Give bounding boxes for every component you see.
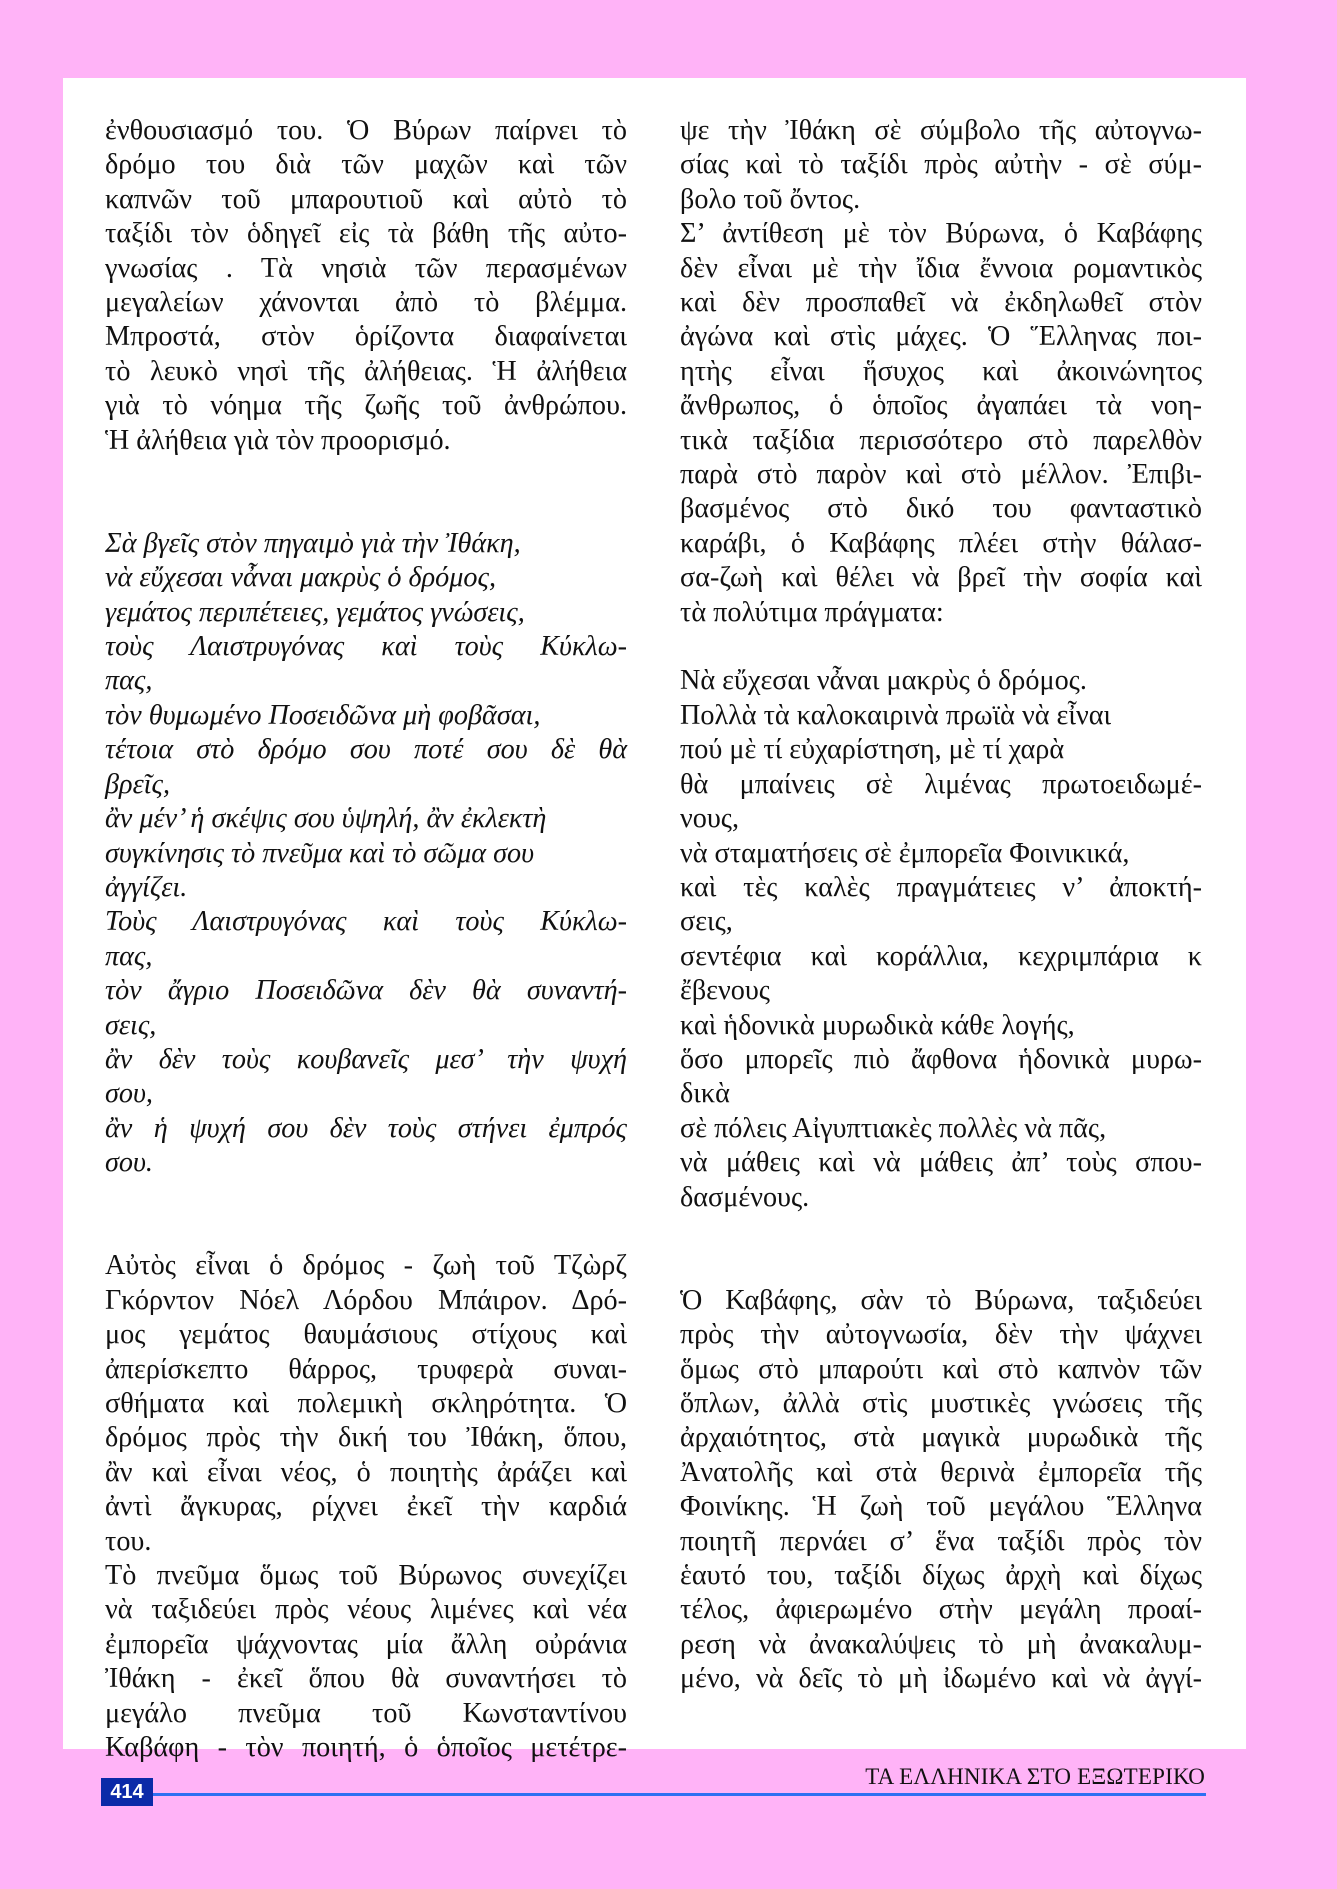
text-line: μος γεμάτος θαυμάσιους στίχους καὶ: [105, 1319, 627, 1351]
footer-rule: [153, 1793, 1206, 1796]
text-line: τέλος, ἀφιερωμένο στὴν μεγάλη προαί-: [680, 1594, 1202, 1626]
text-line: ὅσο μπορεῖς πιὸ ἄφθονα ἡδονικὰ μυρω-: [680, 1043, 1202, 1075]
text-line: ποιητῆ περνάει σ’ ἕνα ταξίδι πρὸς τὸν: [680, 1525, 1202, 1557]
text-line: δρόμο του διὰ τῶν μαχῶν καὶ τῶν: [105, 149, 627, 181]
text-line: Γκόρντον Νόελ Λόρδου Μπάιρον. Δρό-: [105, 1284, 627, 1316]
text-line: σεντέφια καὶ κοράλλια, κεχριμπάρια κ: [680, 940, 1202, 972]
left-column: [105, 114, 627, 1765]
text-line: Ἰθάκη - ἐκεῖ ὅπου θὰ συναντήσει τὸ: [105, 1663, 627, 1695]
text-line: γιὰ τὸ νόημα τῆς ζωῆς τοῦ ἀνθρώπου.: [105, 390, 627, 422]
left-para-2: [105, 1249, 627, 1559]
text-line: καὶ τὲς καλὲς πραγμάτειες ν’ ἀποκτή-: [680, 871, 1202, 903]
text-line: ἂν ἡ ψυχή σου δὲν τοὺς στήνει ἐμπρός: [105, 1112, 627, 1144]
text-line: Αὐτὸς εἶναι ὁ δρόμος - ζωὴ τοῦ Τζὼρζ: [105, 1250, 627, 1282]
text-line: Τοὺς Λαιστρυγόνας καὶ τοὺς Κύκλω-: [105, 906, 627, 938]
text-line: Πολλὰ τὰ καλοκαιρινὰ πρωϊὰ νὰ εἶναι: [680, 699, 1112, 731]
text-line: Μπροστά, στὸν ὁρίζοντα διαφαίνεται: [105, 321, 627, 353]
left-poem: [105, 527, 627, 1181]
text-line: ρεση νὰ ἀνακαλύψεις τὸ μὴ ἀνακαλυμ-: [680, 1628, 1202, 1660]
text-line: νὰ σταματήσεις σὲ ἐμπορεῖα Φοινικικά,: [680, 837, 1130, 869]
text-line: σεις,: [680, 906, 733, 938]
text-line: τοὺς Λαιστρυγόνας καὶ τοὺς Κύκλω-: [105, 631, 627, 663]
text-line: σὲ πόλεις Αἰγυπτιακὲς πολλὲς νὰ πᾶς,: [680, 1112, 1107, 1144]
text-line: δασμένους.: [680, 1181, 810, 1213]
text-line: ψε τὴν Ἰθάκη σὲ σύμβολο τῆς αὐτογνω-: [680, 115, 1202, 146]
text-line: καὶ ἡδονικὰ μυρωδικὰ κάθε λογής,: [680, 1009, 1075, 1041]
text-line: συγκίνησις τὸ πνεῦμα καὶ τὸ σῶμα σου: [105, 837, 535, 869]
text-line: ἀγγίζει.: [105, 871, 188, 903]
left-para-3: [105, 1559, 627, 1765]
text-line: πρὸς τὴν αὐτογνωσία, δὲν τὴν ψάχνει: [680, 1319, 1202, 1351]
right-para-3: [680, 1284, 1202, 1697]
text-line: ἄνθρωπος, ὁ ὁποῖος ἀγαπάει τὰ νοη-: [680, 390, 1202, 422]
journal-title: ΤΑ ΕΛΛΗΝΙΚΑ ΣΤΟ ΕΞΩΤΕΡΙΚΟ: [865, 1764, 1205, 1789]
page-number: 414: [101, 1778, 153, 1806]
text-line: θὰ μπαίνεις σὲ λιμένας πρωτοειδωμέ-: [680, 768, 1202, 800]
left-para-1: [105, 114, 627, 458]
text-line: Ὁ Καβάφης, σὰν τὸ Βύρωνα, ταξιδεύει: [680, 1284, 1202, 1316]
text-line: τὸ λευκὸ νησὶ τῆς ἀλήθειας. Ἡ ἀλήθεια: [105, 355, 627, 387]
text-line: τέτοια στὸ δρόμο σου ποτέ σου δὲ θὰ: [105, 734, 627, 766]
text-line: πού μὲ τί εὐχαρίστηση, μὲ τί χαρὰ: [680, 734, 1065, 766]
text-line: ἂν μέν’ ἡ σκέψις σου ὑψηλή, ἂν ἐκλεκτὴ: [105, 803, 547, 835]
spacer: [680, 630, 1202, 664]
text-line: γνωσίας . Τὰ νησιὰ τῶν περασμένων: [105, 252, 627, 284]
right-para-1: [680, 114, 1202, 217]
text-line: νὰ μάθεις καὶ νὰ μάθεις ἀπ’ τοὺς σπου-: [680, 1147, 1202, 1179]
text-line: Σὰ βγεῖς στὸν πηγαιμὸ γιὰ τὴν Ἰθάκη,: [105, 527, 521, 559]
text-line: τὰ πολύτιμα πράγματα:: [680, 596, 944, 628]
text-line: Σ’ ἀντίθεση μὲ τὸν Βύρωνα, ὁ Καβάφης: [680, 218, 1202, 250]
text-line: μένο, νὰ δεῖς τὸ μὴ ἰδωμένο καὶ νὰ ἀγγί-: [680, 1663, 1202, 1695]
text-line: μεγάλο πνεῦμα τοῦ Κωνσταντίνου: [105, 1697, 627, 1729]
right-poem: [680, 664, 1202, 1215]
text-line: βολο τοῦ ὄντος.: [680, 183, 861, 215]
text-line: γεμάτος περιπέτειες, γεμάτος γνώσεις,: [105, 596, 525, 628]
text-line: σθήματα καὶ πολεμικὴ σκληρότητα. Ὁ: [105, 1388, 627, 1419]
text-line: σου,: [105, 1078, 153, 1110]
text-line: ταξίδι τὸν ὁδηγεῖ εἰς τὰ βάθη τῆς αὐτο-: [105, 218, 627, 250]
text-line: καὶ δὲν προσπαθεῖ νὰ ἐκδηλωθεῖ στὸν: [680, 287, 1202, 319]
text-line: ἂν καὶ εἶναι νέος, ὁ ποιητὴς ἀράζει καὶ: [105, 1456, 627, 1488]
text-line: δικὰ: [680, 1078, 730, 1110]
spacer: [105, 1181, 627, 1250]
text-line: τικὰ ταξίδια περισσότερο στὸ παρελθὸν: [680, 424, 1202, 456]
text-line: πας,: [105, 940, 153, 972]
text-line: βρεῖς,: [105, 768, 170, 800]
text-line: νὰ εὔχεσαι νἆναι μακρὺς ὁ δρόμος,: [105, 562, 496, 594]
text-line: παρὰ στὸ παρὸν καὶ στὸ μέλλον. Ἐπιβι-: [680, 459, 1202, 491]
page-sheet: [63, 78, 1246, 1764]
right-para-2: [680, 217, 1202, 630]
text-line: σεις,: [105, 1009, 157, 1041]
text-line: Τὸ πνεῦμα ὅμως τοῦ Βύρωνος συνεχίζει: [105, 1560, 627, 1592]
text-line: Νὰ εὔχεσαι νἆναι μακρὺς ὁ δρόμος.: [680, 665, 1087, 697]
text-line: ἀρχαιότητος, στὰ μαγικὰ μυρωδικὰ τῆς: [680, 1422, 1202, 1454]
text-line: του.: [105, 1525, 152, 1557]
text-line: σου.: [105, 1147, 153, 1179]
text-line: σίας καὶ τὸ ταξίδι πρὸς αὐτὴν - σὲ σύμ-: [680, 149, 1202, 181]
text-line: τὸν θυμωμένο Ποσειδῶνα μὴ φοβᾶσαι,: [105, 699, 541, 731]
text-line: πας,: [105, 665, 153, 697]
right-column: [680, 114, 1202, 1697]
text-line: ἐμπορεῖα ψάχνοντας μία ἄλλη οὐράνια: [105, 1628, 627, 1660]
text-line: μεγαλείων χάνονται ἀπὸ τὸ βλέμμα.: [105, 287, 627, 319]
text-line: ὅμως στὸ μπαρούτι καὶ στὸ καπνὸν τῶν: [680, 1353, 1202, 1385]
text-line: Καβάφη - τὸν ποιητή, ὁ ὁποῖος μετέτρε-: [105, 1732, 627, 1764]
text-line: Φοινίκης. Ἡ ζωὴ τοῦ μεγάλου Ἕλληνα: [680, 1491, 1202, 1523]
text-line: ἀπερίσκεπτο θάρρος, τρυφερὰ συναι-: [105, 1353, 627, 1385]
text-line: σα-ζωὴ καὶ θέλει νὰ βρεῖ τὴν σοφία καὶ: [680, 562, 1202, 594]
text-line: Ἀνατολῆς καὶ στὰ θερινὰ ἐμπορεῖα τῆς: [680, 1456, 1202, 1488]
text-line: καπνῶν τοῦ μπαρουτιοῦ καὶ αὐτὸ τὸ: [105, 183, 627, 215]
text-line: νους,: [680, 803, 740, 835]
text-line: ὅπλων, ἀλλὰ στὶς μυστικὲς γνώσεις τῆς: [680, 1388, 1202, 1419]
spacer: [105, 458, 627, 527]
text-line: νὰ ταξιδεύει πρὸς νέους λιμένες καὶ νέα: [105, 1594, 627, 1626]
text-line: καράβι, ὁ Καβάφης πλέει στὴν θάλασ-: [680, 527, 1202, 559]
text-line: ητὴς εἶναι ἥσυχος καὶ ἀκοινώνητος: [680, 355, 1202, 387]
text-line: ἀγώνα καὶ στὶς μάχες. Ὁ Ἕλληνας ποι-: [680, 321, 1202, 353]
spacer: [680, 1215, 1202, 1284]
text-line: δὲν εἶναι μὲ τὴν ἴδια ἔννοια ρομαντικὸς: [680, 252, 1202, 284]
text-line: ἂν δὲν τοὺς κουβανεῖς μεσ’ τὴν ψυχή: [105, 1043, 627, 1075]
text-line: ἑαυτό του, ταξίδι δίχως ἀρχὴ καὶ δίχως: [680, 1560, 1202, 1592]
text-line: ἔβενους: [680, 975, 770, 1007]
text-line: ἀντὶ ἄγκυρας, ρίχνει ἐκεῖ τὴν καρδιά: [105, 1491, 627, 1523]
text-line: τὸν ἄγριο Ποσειδῶνα δὲν θὰ συναντή-: [105, 975, 627, 1007]
text-line: ἐνθουσιασμό του. Ὁ Βύρων παίρνει τὸ: [105, 115, 627, 146]
text-line: Ἡ ἀλήθεια γιὰ τὸν προορισμό.: [105, 424, 451, 456]
text-line: βασμένος στὸ δικό του φανταστικὸ: [680, 493, 1202, 525]
text-line: δρόμος πρὸς τὴν δική του Ἰθάκη, ὅπου,: [105, 1422, 627, 1454]
